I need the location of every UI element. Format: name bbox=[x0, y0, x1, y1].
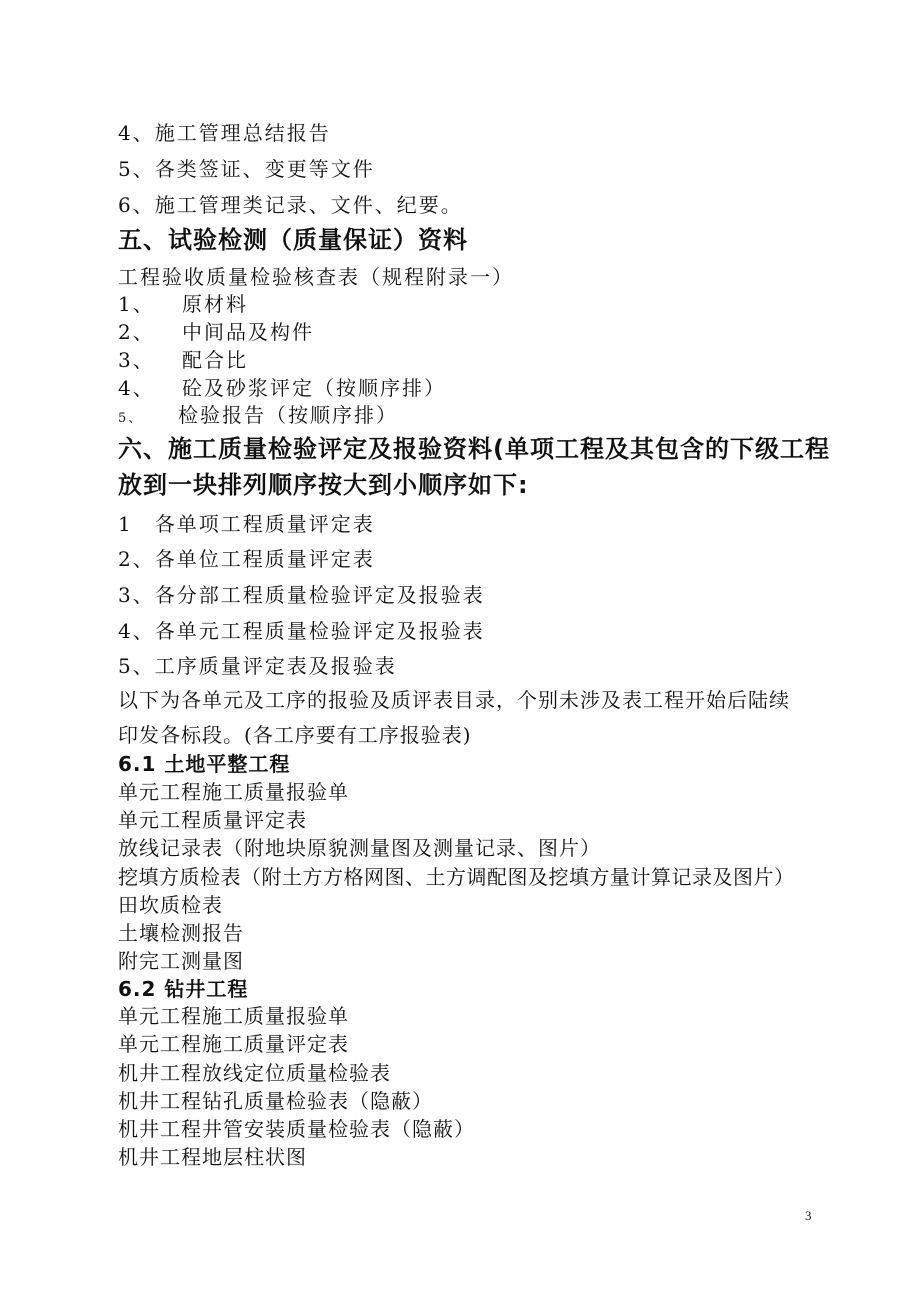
list-item: 附完工测量图 bbox=[118, 949, 244, 973]
list-item: 4、施工管理总结报告 bbox=[118, 121, 331, 145]
list-text: 中间品及构件 bbox=[182, 320, 314, 344]
list-item: 4、各单元工程质量检验评定及报验表 bbox=[118, 619, 485, 643]
list-item bbox=[118, 376, 446, 400]
list-item: 机井工程钻孔质量检验表（隐蔽） bbox=[118, 1089, 433, 1113]
section-heading: 五、试验检测（质量保证）资料 bbox=[118, 226, 468, 254]
subsection-heading: 6.2 钻井工程 bbox=[118, 977, 249, 1001]
list-item: 单元工程施工质量评定表 bbox=[118, 1032, 349, 1056]
paragraph-line: 以下为各单元及工序的报验及质评表目录，个别未涉及表工程开始后陆续 bbox=[118, 688, 790, 712]
section-intro: 工程验收质量检验核查表（规程附录一） bbox=[118, 265, 514, 289]
list-text: 原材料 bbox=[182, 292, 248, 316]
list-item: 1 各单项工程质量评定表 bbox=[118, 512, 375, 536]
list-item: 土壤检测报告 bbox=[118, 921, 244, 945]
paragraph-line: 印发各标段。(各工序要有工序报验表) bbox=[118, 723, 472, 747]
page-number: 3 bbox=[805, 1208, 812, 1223]
list-item: 机井工程井管安装质量检验表（隐蔽） bbox=[118, 1117, 475, 1141]
list-number: 5、 bbox=[118, 411, 144, 426]
list-item: 3、各分部工程质量检验评定及报验表 bbox=[118, 583, 485, 607]
list-text: 配合比 bbox=[182, 348, 248, 372]
list-item: 5、工序质量评定表及报验表 bbox=[118, 654, 397, 678]
list-text: 砼及砂浆评定（按顺序排） bbox=[182, 376, 446, 400]
list-number: 2、 bbox=[118, 320, 155, 344]
list-item: 单元工程质量评定表 bbox=[118, 808, 307, 832]
list-item: 田坎质检表 bbox=[118, 893, 223, 917]
list-item: 放线记录表（附地块原貌测量图及测量记录、图片） bbox=[118, 836, 601, 860]
list-item: 单元工程施工质量报验单 bbox=[118, 780, 349, 804]
list-item: 6、施工管理类记录、文件、纪要。 bbox=[118, 193, 463, 217]
list-item: 2、各单位工程质量评定表 bbox=[118, 547, 375, 571]
subsection-heading: 6.1 土地平整工程 bbox=[118, 752, 291, 776]
list-item bbox=[118, 403, 398, 431]
list-number: 3、 bbox=[118, 348, 155, 372]
list-item: 机井工程放线定位质量检验表 bbox=[118, 1061, 391, 1085]
list-item: 挖填方质检表（附土方方格网图、土方调配图及挖填方量计算记录及图片） bbox=[118, 865, 795, 889]
list-item bbox=[118, 348, 248, 372]
section-heading-continued: 放到一块排列顺序按大到小顺序如下: bbox=[118, 471, 529, 499]
list-text: 检验报告（按顺序排） bbox=[178, 403, 398, 427]
section-heading: 六、施工质量检验评定及报验资料(单项工程及其包含的下级工程 bbox=[118, 435, 830, 463]
list-item: 5、各类签证、变更等文件 bbox=[118, 157, 375, 181]
list-item: 单元工程施工质量报验单 bbox=[118, 1004, 349, 1028]
list-item: 机井工程地层柱状图 bbox=[118, 1145, 307, 1169]
list-number: 1、 bbox=[118, 292, 155, 316]
list-item bbox=[118, 292, 248, 316]
list-number: 4、 bbox=[118, 376, 155, 400]
list-item bbox=[118, 320, 314, 344]
